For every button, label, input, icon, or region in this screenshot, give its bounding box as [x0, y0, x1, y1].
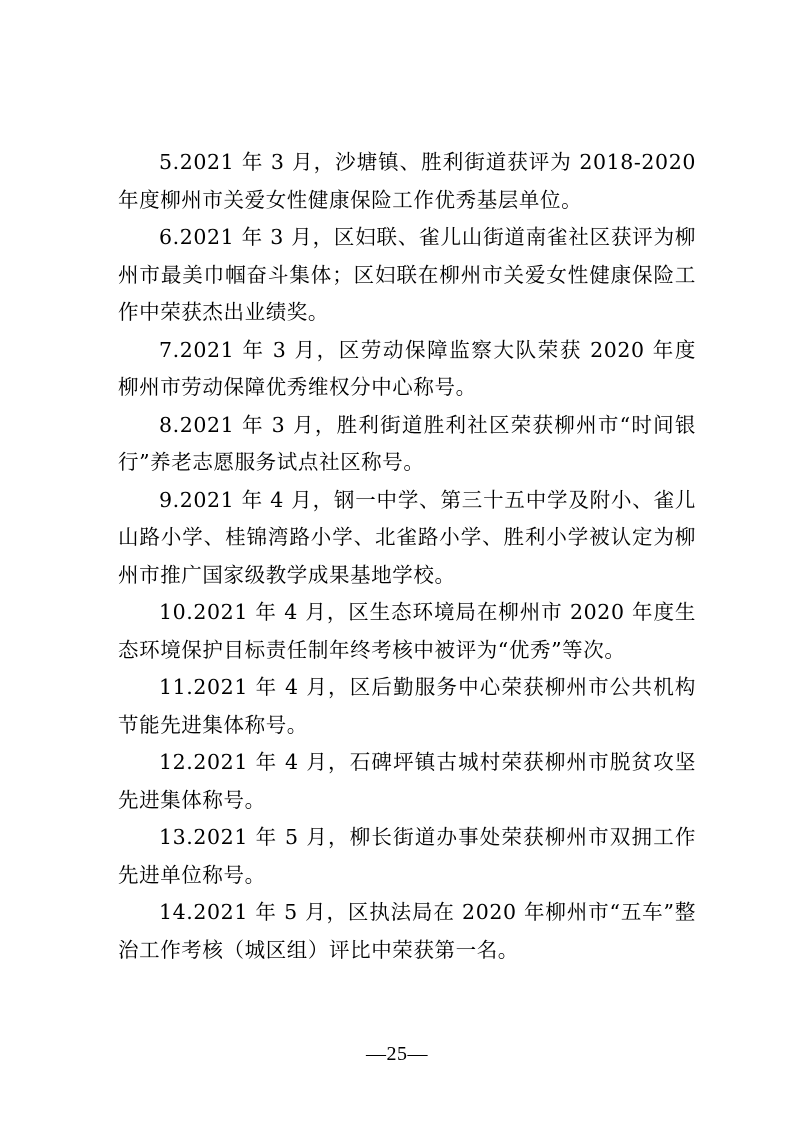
award-item-10: 10.2021 年 4 月，区生态环境局在柳州市 2020 年度生态环境保护目标责任制年终考核中被评为“优秀”等次。	[118, 600, 696, 662]
award-item-13: 13.2021 年 5 月，柳长街道办事处荣获柳州市双拥工作先进单位称号。	[118, 825, 696, 887]
page-number: —25—	[366, 1043, 428, 1065]
award-item-8: 8.2021 年 3 月，胜利街道胜利社区荣获柳州市“时间银行”养老志愿服务试点社区称号。	[118, 412, 696, 474]
award-list	[118, 144, 696, 969]
award-item-6: 6.2021 年 3 月，区妇联、雀儿山街道南雀社区获评为柳州市最美巾帼奋斗集体；区妇联在柳州市关爱女性健康保险工作中荣获杰出业绩奖。	[118, 225, 696, 324]
award-item-5: 5.2021 年 3 月，沙塘镇、胜利街道获评为 2018-2020 年度柳州市关爱女性健康保险工作优秀基层单位。	[118, 150, 696, 212]
award-item-14: 14.2021 年 5 月，区执法局在 2020 年柳州市“五车”整治工作考核（城区组）评比中荣获第一名。	[118, 900, 696, 962]
award-item-9: 9.2021 年 4 月，钢一中学、第三十五中学及附小、雀儿山路小学、桂锦湾路小学、北雀路小学、胜利小学被认定为柳州市推广国家级教学成果基地学校。	[118, 487, 696, 587]
award-item-12: 12.2021 年 4 月，石碑坪镇古城村荣获柳州市脱贫攻坚先进集体称号。	[118, 750, 696, 812]
award-item-11: 11.2021 年 4 月，区后勤服务中心荣获柳州市公共机构节能先进集体称号。	[118, 675, 696, 737]
award-item-7: 7.2021 年 3 月，区劳动保障监察大队荣获 2020 年度柳州市劳动保障优秀维权分中心称号。	[118, 337, 696, 399]
